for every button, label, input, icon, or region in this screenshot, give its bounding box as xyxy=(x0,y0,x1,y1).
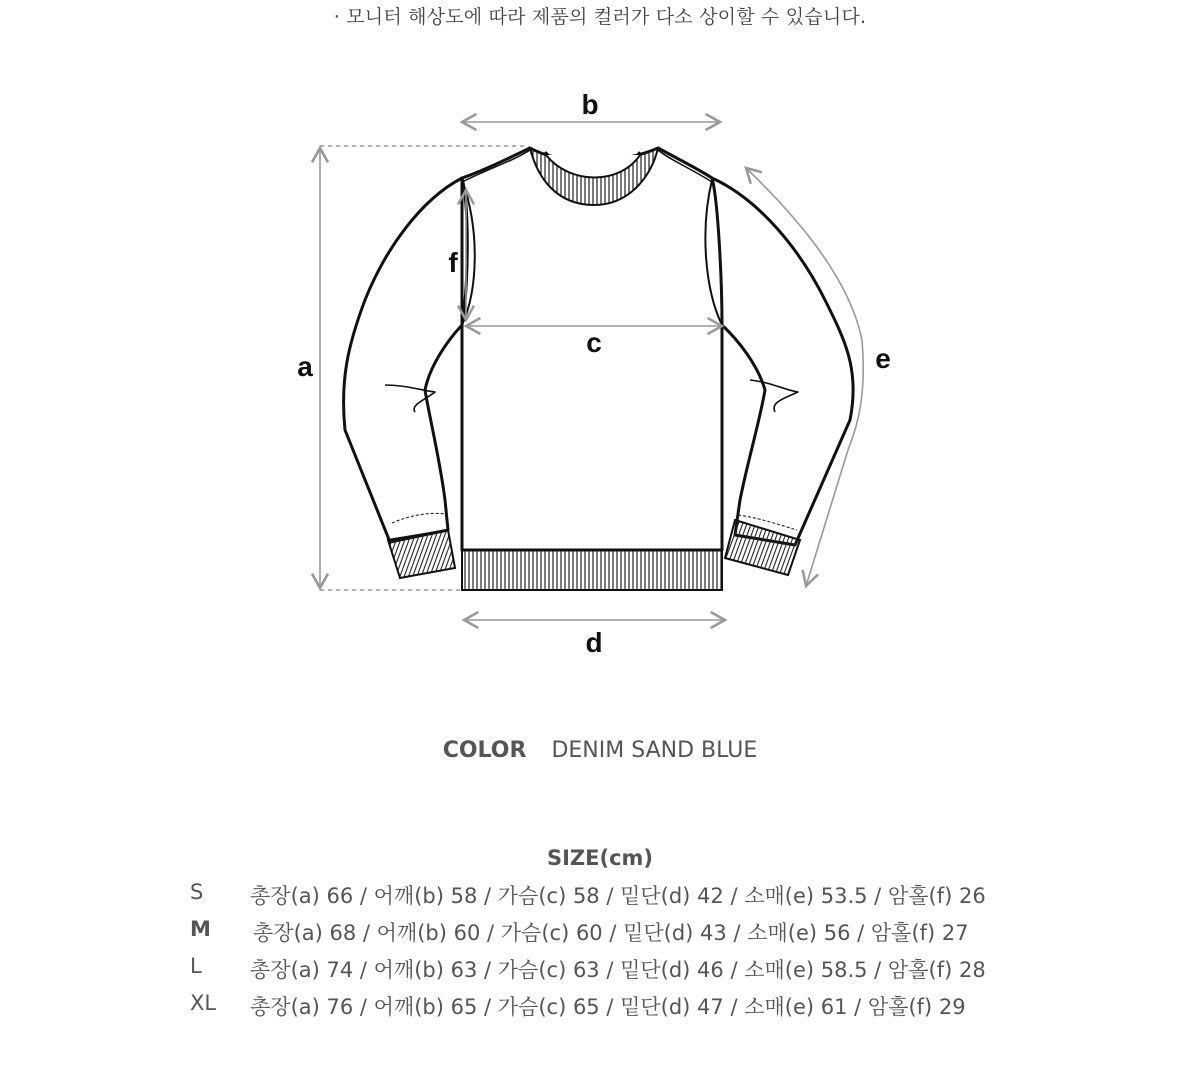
size-row-xl xyxy=(0,991,1200,1028)
sweatshirt-size-diagram xyxy=(0,60,1200,680)
size-measurements: 총장(a) 74 / 어깨(b) 63 / 가슴(c) 63 / 밑단(d) 46 / 소매(e) 58.5 / 암홀(f) 28 xyxy=(250,958,986,982)
color-notice: · 모니터 해상도에 따라 제품의 컬러가 다소 상이할 수 있습니다. xyxy=(333,6,867,28)
color-label: COLOR xyxy=(442,738,527,763)
label-d: d xyxy=(585,627,603,658)
label-c: c xyxy=(586,327,602,358)
size-table xyxy=(0,880,1200,1028)
size-row-s xyxy=(0,880,1200,917)
size-measurements: 총장(a) 68 / 어깨(b) 60 / 가슴(c) 60 / 밑단(d) 43 / 소매(e) 56 / 암홀(f) 27 xyxy=(253,921,969,945)
size-row-l xyxy=(0,954,1200,991)
size-measurements: 총장(a) 66 / 어깨(b) 58 / 가슴(c) 58 / 밑단(d) 42 / 소매(e) 53.5 / 암홀(f) 26 xyxy=(250,884,986,908)
size-table-title: SIZE(cm) xyxy=(546,846,654,870)
label-a: a xyxy=(297,351,313,382)
color-info xyxy=(0,738,1200,763)
label-f: f xyxy=(448,247,458,278)
size-label: XL xyxy=(190,991,217,1015)
size-label: M xyxy=(190,917,211,941)
size-row-m xyxy=(0,917,1200,954)
size-label: S xyxy=(190,880,204,904)
size-label: L xyxy=(190,954,202,978)
label-b: b xyxy=(581,89,599,120)
color-value: DENIM SAND BLUE xyxy=(551,738,758,763)
size-measurements: 총장(a) 76 / 어깨(b) 65 / 가슴(c) 65 / 밑단(d) 47 / 소매(e) 61 / 암홀(f) 29 xyxy=(250,995,966,1019)
label-e: e xyxy=(875,343,891,374)
